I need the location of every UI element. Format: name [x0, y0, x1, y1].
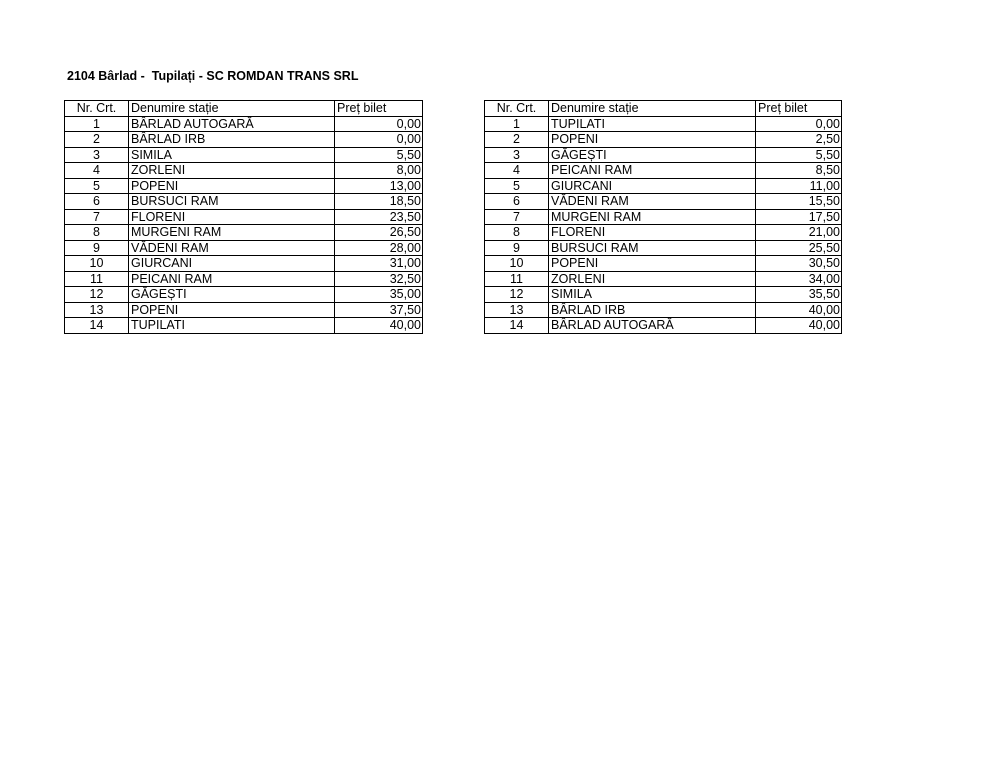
table-row — [65, 194, 423, 210]
table-row — [65, 318, 423, 334]
row-price-cell: 23,50 — [335, 209, 423, 225]
row-station-cell: POPENI — [549, 132, 756, 148]
row-nr-cell: 3 — [485, 147, 549, 163]
fare-table-return — [484, 100, 842, 334]
table-row — [65, 287, 423, 303]
header-station-name: Denumire stație — [129, 101, 335, 117]
row-nr-cell: 12 — [485, 287, 549, 303]
row-station-cell: FLORENI — [129, 209, 335, 225]
row-price-cell: 25,50 — [756, 240, 842, 256]
row-nr-cell: 4 — [485, 163, 549, 179]
row-price-cell: 32,50 — [335, 271, 423, 287]
row-nr-cell: 14 — [485, 318, 549, 334]
table-row — [485, 209, 842, 225]
header-ticket-price: Preț bilet — [756, 101, 842, 117]
row-nr-cell: 13 — [65, 302, 129, 318]
row-station-cell: TUPILATI — [129, 318, 335, 334]
row-price-cell: 35,50 — [756, 287, 842, 303]
table-header-row — [485, 101, 842, 117]
row-station-cell: GIURCANI — [549, 178, 756, 194]
row-nr-cell: 9 — [65, 240, 129, 256]
row-nr-cell: 11 — [65, 271, 129, 287]
row-price-cell: 18,50 — [335, 194, 423, 210]
row-station-cell: GIURCANI — [129, 256, 335, 272]
row-station-cell: BURSUCI RAM — [549, 240, 756, 256]
table-row — [65, 302, 423, 318]
row-price-cell: 8,50 — [756, 163, 842, 179]
row-price-cell: 40,00 — [756, 318, 842, 334]
row-station-cell: FLORENI — [549, 225, 756, 241]
row-station-cell: POPENI — [129, 302, 335, 318]
table-row — [65, 163, 423, 179]
table-row — [485, 147, 842, 163]
row-station-cell: MURGENI RAM — [129, 225, 335, 241]
table-row — [65, 271, 423, 287]
row-station-cell: ZORLENI — [129, 163, 335, 179]
table-row — [65, 178, 423, 194]
table-row — [485, 163, 842, 179]
row-price-cell: 40,00 — [756, 302, 842, 318]
header-ticket-price: Preț bilet — [335, 101, 423, 117]
row-station-cell: BÂRLAD AUTOGARĂ — [549, 318, 756, 334]
table-row — [65, 240, 423, 256]
header-nr-crt: Nr. Crt. — [65, 101, 129, 117]
table-row — [65, 256, 423, 272]
row-price-cell: 30,50 — [756, 256, 842, 272]
table-row — [485, 256, 842, 272]
row-price-cell: 2,50 — [756, 132, 842, 148]
table-row — [65, 147, 423, 163]
row-station-cell: GĂGEȘTI — [549, 147, 756, 163]
row-nr-cell: 2 — [485, 132, 549, 148]
row-nr-cell: 11 — [485, 271, 549, 287]
row-nr-cell: 8 — [65, 225, 129, 241]
row-nr-cell: 12 — [65, 287, 129, 303]
row-price-cell: 31,00 — [335, 256, 423, 272]
row-station-cell: GĂGEȘTI — [129, 287, 335, 303]
row-nr-cell: 8 — [485, 225, 549, 241]
row-price-cell: 13,00 — [335, 178, 423, 194]
row-station-cell: PEICANI RAM — [549, 163, 756, 179]
table-row — [485, 240, 842, 256]
row-nr-cell: 14 — [65, 318, 129, 334]
row-station-cell: VĂDENI RAM — [129, 240, 335, 256]
row-price-cell: 11,00 — [756, 178, 842, 194]
row-nr-cell: 3 — [65, 147, 129, 163]
table-row — [485, 318, 842, 334]
table-header-row — [65, 101, 423, 117]
row-price-cell: 8,00 — [335, 163, 423, 179]
row-price-cell: 35,00 — [335, 287, 423, 303]
row-price-cell: 26,50 — [335, 225, 423, 241]
row-nr-cell: 4 — [65, 163, 129, 179]
row-price-cell: 28,00 — [335, 240, 423, 256]
header-station-name: Denumire stație — [549, 101, 756, 117]
row-price-cell: 17,50 — [756, 209, 842, 225]
row-nr-cell: 7 — [65, 209, 129, 225]
row-nr-cell: 13 — [485, 302, 549, 318]
row-station-cell: BÂRLAD IRB — [549, 302, 756, 318]
row-nr-cell: 1 — [65, 116, 129, 132]
row-station-cell: TUPILATI — [549, 116, 756, 132]
row-price-cell: 0,00 — [756, 116, 842, 132]
table-row — [485, 225, 842, 241]
table-row — [485, 132, 842, 148]
table-row — [65, 209, 423, 225]
row-station-cell: BÂRLAD IRB — [129, 132, 335, 148]
table-row — [485, 116, 842, 132]
row-price-cell: 0,00 — [335, 132, 423, 148]
row-nr-cell: 6 — [485, 194, 549, 210]
row-station-cell: ZORLENI — [549, 271, 756, 287]
table-row — [65, 116, 423, 132]
page-title: 2104 Bârlad - Tupilați - SC ROMDAN TRANS SRL — [67, 69, 359, 83]
row-nr-cell: 9 — [485, 240, 549, 256]
row-price-cell: 21,00 — [756, 225, 842, 241]
row-nr-cell: 2 — [65, 132, 129, 148]
row-station-cell: POPENI — [129, 178, 335, 194]
row-station-cell: VĂDENI RAM — [549, 194, 756, 210]
row-station-cell: POPENI — [549, 256, 756, 272]
row-station-cell: MURGENI RAM — [549, 209, 756, 225]
row-price-cell: 5,50 — [756, 147, 842, 163]
row-price-cell: 0,00 — [335, 116, 423, 132]
row-station-cell: PEICANI RAM — [129, 271, 335, 287]
row-nr-cell: 6 — [65, 194, 129, 210]
table-row — [65, 132, 423, 148]
row-nr-cell: 10 — [485, 256, 549, 272]
row-price-cell: 40,00 — [335, 318, 423, 334]
table-row — [65, 225, 423, 241]
row-station-cell: SIMILA — [549, 287, 756, 303]
table-row — [485, 194, 842, 210]
row-nr-cell: 5 — [65, 178, 129, 194]
row-price-cell: 5,50 — [335, 147, 423, 163]
row-price-cell: 15,50 — [756, 194, 842, 210]
fare-table-outbound — [64, 100, 423, 334]
table-row — [485, 178, 842, 194]
row-nr-cell: 5 — [485, 178, 549, 194]
table-row — [485, 271, 842, 287]
header-nr-crt: Nr. Crt. — [485, 101, 549, 117]
row-nr-cell: 1 — [485, 116, 549, 132]
table-row — [485, 302, 842, 318]
row-station-cell: SIMILA — [129, 147, 335, 163]
row-station-cell: BURSUCI RAM — [129, 194, 335, 210]
row-station-cell: BÂRLAD AUTOGARĂ — [129, 116, 335, 132]
row-nr-cell: 10 — [65, 256, 129, 272]
table-row — [485, 287, 842, 303]
row-nr-cell: 7 — [485, 209, 549, 225]
row-price-cell: 37,50 — [335, 302, 423, 318]
row-price-cell: 34,00 — [756, 271, 842, 287]
